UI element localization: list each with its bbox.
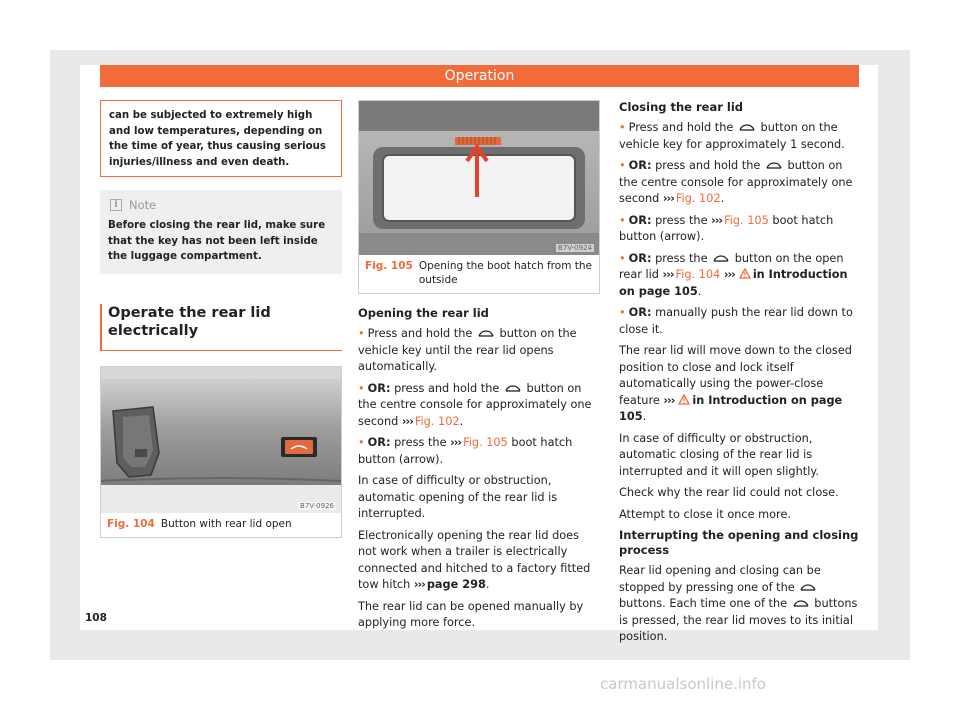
car-rear-lid-icon xyxy=(793,600,809,608)
figure-link[interactable]: Fig. 105 xyxy=(724,213,769,227)
figure-caption-text: Button with rear lid open xyxy=(160,517,292,530)
paragraph: Attempt to close it once more. xyxy=(619,507,791,521)
page-link[interactable]: page 298 xyxy=(426,578,486,591)
car-rear-lid-icon xyxy=(478,330,494,338)
note-header xyxy=(108,198,334,212)
column-left xyxy=(100,100,342,538)
car-rear-lid-icon xyxy=(800,584,816,592)
car-rear-lid-icon xyxy=(713,255,729,263)
warning-triangle-icon xyxy=(678,394,690,405)
paragraph: Check why the rear lid could not close. xyxy=(619,486,839,499)
car-rear-lid-icon xyxy=(766,162,782,170)
bullet-item: • Press and hold the button on the vehicle key for approximately 1 second. xyxy=(619,121,845,151)
page-link[interactable]: in Introduction on page 105 xyxy=(619,268,848,298)
watermark: carmanualsonline.info xyxy=(600,675,766,693)
figure-104 xyxy=(100,366,342,539)
bullet-item: • OR: press and hold the button on the centre console for approximately one second ››› Fig. 102. xyxy=(619,159,853,205)
note-body: Before closing the rear lid, make sure that the key has not been left inside the luggage compartment. xyxy=(108,220,326,262)
column-right xyxy=(619,100,861,651)
figure-link[interactable]: Fig. 104 xyxy=(675,268,721,281)
subheading-interrupting: Interrupting the opening and closing process xyxy=(619,528,859,557)
bullet-item: • OR: press the ››› Fig. 105 boot hatch button (arrow). xyxy=(619,213,834,243)
paragraph: In case of difficulty or obstruction, automatic opening of the rear lid is interrupted. xyxy=(358,474,558,520)
figure-number: Fig. 104 xyxy=(107,517,155,530)
section-title: Operate the rear lid electrically xyxy=(100,304,342,351)
figure-caption-text: Opening the boot hatch from the outside xyxy=(418,260,592,286)
warning-box: can be subjected to extremely high and low temperatures, depending on the time of year, thus causing serious injuries/illness and even death. xyxy=(100,100,342,177)
figure-105-image xyxy=(359,101,599,255)
car-rear-lid-icon xyxy=(505,385,521,393)
figure-code: B7V-0926 xyxy=(300,501,334,510)
paragraph: Electronically opening the rear lid does not work when a trailer is electrically connected and hitched to a factory fitted tow hitch ››› page 298. xyxy=(358,528,591,591)
note-label: Note xyxy=(129,198,157,212)
column-middle xyxy=(358,100,600,637)
info-icon: i xyxy=(110,199,122,211)
figure-link[interactable]: Fig. 105 xyxy=(463,436,508,449)
chapter-header: Operation xyxy=(100,65,859,87)
page-number: 108 xyxy=(85,612,107,624)
figure-link[interactable]: Fig. 102 xyxy=(675,192,721,205)
figure-caption xyxy=(359,255,599,293)
figure-code: B7V-0924 xyxy=(558,244,592,252)
warning-triangle-icon xyxy=(739,268,751,279)
subheading-closing: Closing the rear lid xyxy=(619,100,744,114)
figure-104-image xyxy=(101,367,341,513)
opening-section xyxy=(358,306,600,632)
figure-105 xyxy=(358,100,600,294)
paragraph: In case of difficulty or obstruction, automatic closing of the rear lid is interrupted and it will open slightly. xyxy=(619,431,820,478)
bullet-item: • OR: press the button on the open rear lid ››› Fig. 104 ››› in Introduction on page 105. xyxy=(619,251,848,298)
bullet-item: • OR: manually push the rear lid down to close it. xyxy=(619,306,853,336)
paragraph: Rear lid opening and closing can be stopped by pressing one of the buttons. Each time one of the buttons is pressed, the rear lid moves to its initial position. xyxy=(619,564,858,643)
figure-number: Fig. 105 xyxy=(365,260,413,272)
car-rear-lid-icon xyxy=(739,124,755,132)
paragraph: The rear lid can be opened manually by applying more force. xyxy=(358,599,584,629)
subheading-opening: Opening the rear lid xyxy=(358,306,489,320)
figure-link[interactable]: Fig. 102 xyxy=(414,414,460,428)
page-link[interactable]: in Introduction on page 105 xyxy=(619,393,843,423)
figure-caption xyxy=(101,513,341,538)
paragraph: The rear lid will move down to the closed position to close and lock itself automatically using the power-close feature ››› in Introduction on page 105. xyxy=(619,344,852,423)
bullet-item: • OR: press the ››› Fig. 105 boot hatch button (arrow). xyxy=(358,436,573,466)
boot-hatch-illustration xyxy=(359,101,599,255)
rear-lid-button-illustration xyxy=(101,367,341,513)
bullet-item: • Press and hold the button on the vehicle key until the rear lid opens automatically. xyxy=(358,327,577,373)
note-box xyxy=(100,190,342,274)
bullet-item: • OR: press and hold the button on the centre console for approximately one second ››› Fig. 102. xyxy=(358,381,592,428)
